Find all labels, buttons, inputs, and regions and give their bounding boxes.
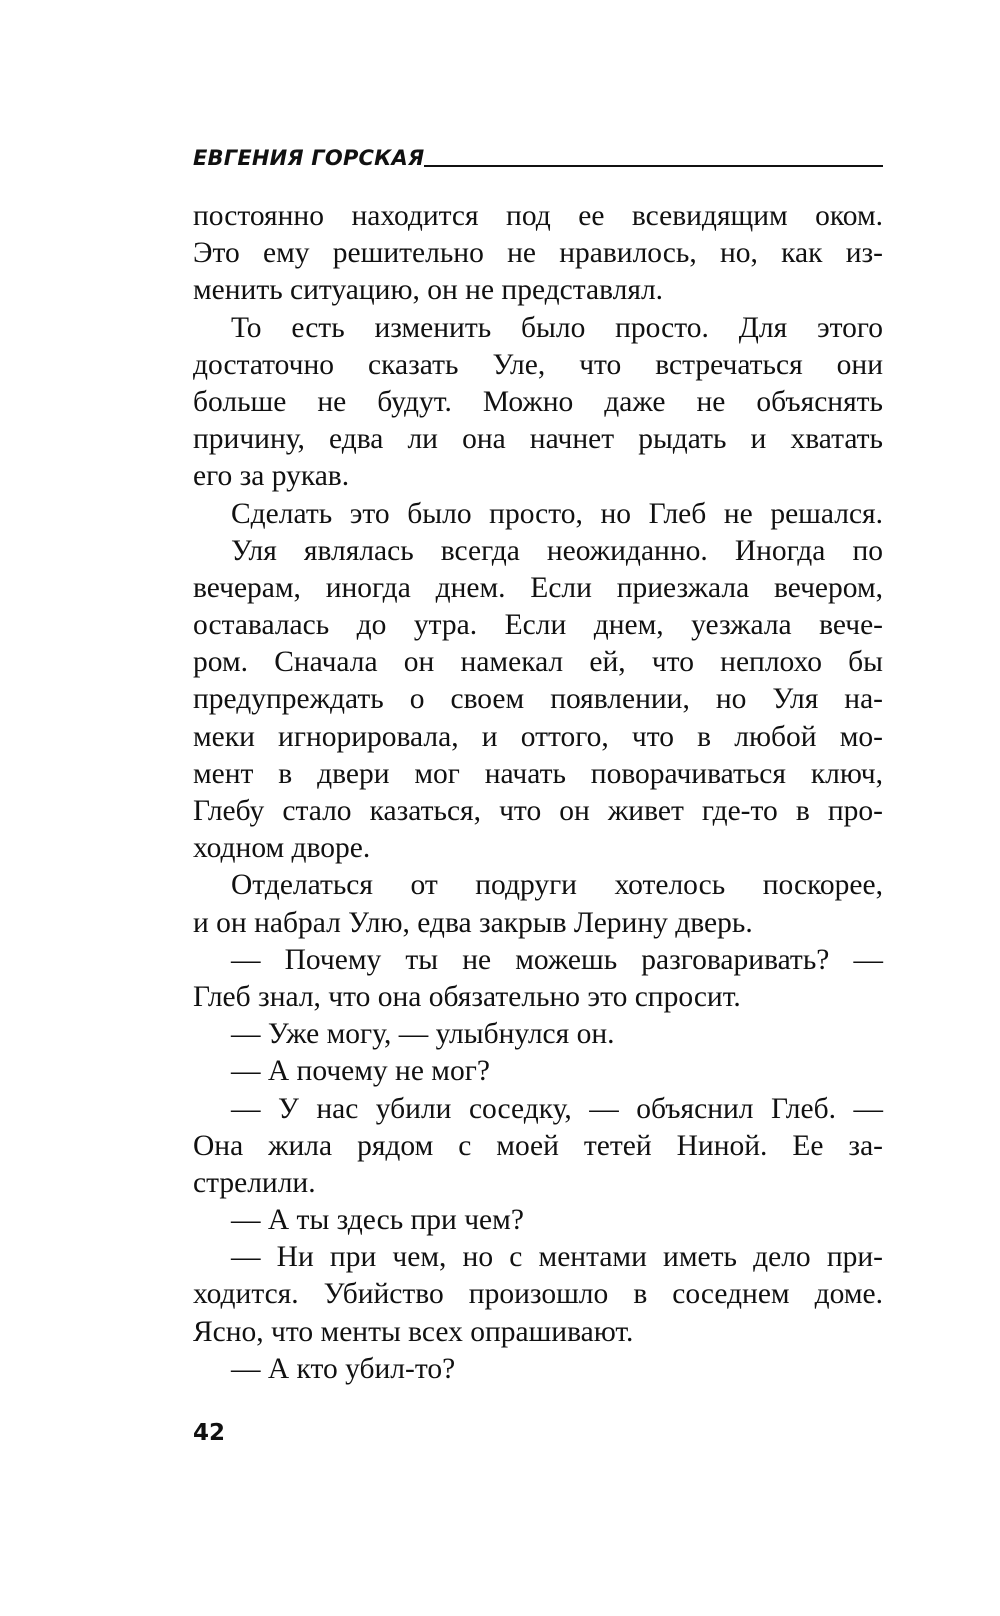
text-line: — У нас убили соседку, — объяснил Глеб. — — [231, 1092, 883, 1125]
text-line: Отделаться от подруги хотелось поскорее, — [231, 869, 883, 902]
text-line: — А ты здесь при чем? — [231, 1204, 524, 1237]
text-line: ходном дворе. — [193, 832, 371, 865]
text-line: Это ему решительно не нравилось, но, как из- — [193, 237, 883, 270]
text-line: Уля являлась всегда неожиданно. Иногда по — [231, 534, 883, 567]
text-line: Она жила рядом с моей тетей Ниной. Ее за- — [193, 1129, 883, 1162]
text-line: его за рукав. — [193, 460, 350, 493]
running-header — [193, 136, 883, 170]
page-body-text — [193, 198, 883, 1388]
page-number: 42 — [193, 1420, 226, 1446]
text-line: менить ситуацию, он не представлял. — [193, 274, 664, 307]
text-line: меки игнорировала, и оттого, что в любой мо- — [193, 720, 883, 753]
text-line: предупреждать о своем появлении, но Уля на- — [193, 683, 883, 716]
text-line: Глеб знал, что она обязательно это спросит. — [193, 980, 741, 1013]
text-line: вечерам, иногда днем. Если приезжала вечером, — [193, 571, 883, 604]
text-line: причину, едва ли она начнет рыдать и хватать — [193, 423, 883, 456]
header-rule — [424, 165, 883, 167]
text-line: больше не будут. Можно даже не объяснять — [193, 385, 883, 418]
text-line: То есть изменить было просто. Для этого — [231, 311, 883, 344]
author-name: ЕВГЕНИЯ ГОРСКАЯ — [193, 146, 425, 170]
text-line: Ясно, что менты всех опрашивают. — [193, 1315, 634, 1348]
text-line: оставалась до утра. Если днем, уезжала вече- — [193, 609, 883, 642]
text-line: — Ни при чем, но с ментами иметь дело при- — [231, 1241, 883, 1274]
text-line: постоянно находится под ее всевидящим оком. — [193, 200, 883, 232]
text-line: Глебу стало казаться, что он живет где-то в про- — [193, 795, 883, 827]
text-line: достаточно сказать Уле, что встречаться они — [193, 348, 883, 381]
text-line: и он набрал Улю, едва закрыв Лерину дверь. — [193, 906, 753, 939]
text-line: Сделать это было просто, но Глеб не решался. — [231, 497, 883, 530]
text-line: — А почему не мог? — [231, 1055, 490, 1088]
text-line: мент в двери мог начать поворачиваться ключ, — [193, 757, 883, 790]
text-line: стрелили. — [193, 1166, 316, 1199]
text-line: — Почему ты не можешь разговаривать? — — [231, 943, 883, 976]
text-line: — Уже могу, — улыбнулся он. — [231, 1018, 615, 1051]
text-line: ходится. Убийство произошло в соседнем доме. — [193, 1278, 883, 1311]
text-line: — А кто убил-то? — [231, 1352, 456, 1385]
text-line: ром. Сначала он намекал ей, что неплохо бы — [193, 646, 883, 679]
